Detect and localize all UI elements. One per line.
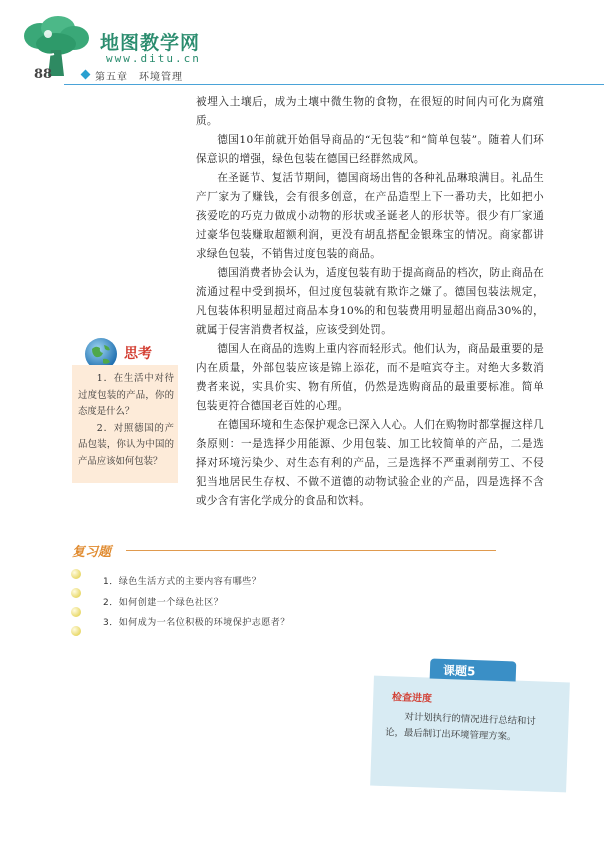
bullet-icon	[71, 626, 81, 636]
paragraph: 德国10年前就开始倡导商品的“无包装”和“简单包装”。随着人们环保意识的增强，绿色包装在德国已经群然成风。	[196, 134, 544, 165]
chapter-heading: 第五章 环境管理	[95, 72, 183, 83]
review-question: 3．如何成为一名位积极的环境保护志愿者？	[103, 618, 290, 628]
page-number: 88	[34, 67, 53, 82]
header-divider	[64, 84, 604, 85]
paragraph: 在德国环境和生态保护观念已深入人心。人们在购物时都掌握这样几条原则：一是选择少用能源、少用包装、加工比较简单的产品，二是选择对环境污染少、对生态有利的产品，三是选择不严重剥削劳工、不侵犯当地居民生存权、不做不道德的动物试验企业的产品，四是选择不含或少含有害化学成分的食品和饮料。	[196, 419, 544, 507]
bullet-icon	[71, 569, 81, 579]
task-card-tab-label: 课题5	[442, 663, 476, 679]
think-question: 1．在生活中对待过度包装的产品，你的态度是什么？	[78, 373, 174, 417]
tree-logo-icon	[18, 14, 96, 78]
task-card-text	[385, 709, 546, 747]
review-question: 1．绿色生活方式的主要内容有哪些？	[103, 577, 262, 587]
paragraph: 被埋入土壤后，成为土壤中微生物的食物，在很短的时间内可化为腐殖质。	[196, 96, 544, 127]
bullet-icon	[71, 607, 81, 617]
site-title: 地图教学网	[100, 32, 201, 54]
think-question: 2．对照德国的产品包装，你认为中国的产品应该如何包装？	[78, 422, 174, 467]
paragraph: 德国人在商品的选购上重内容而轻形式。他们认为，商品最重要的是内在质量，外部包装应该是锦上添花，而不是喧宾夺主。对绝大多数消费者来说，实具价实、物有所值，仍然是选购商品的最重要标准。简单包装更符合德国老百姓的心理。	[196, 343, 544, 412]
paragraph: 德国消费者协会认为，适度包装有助于提高商品的档次，防止商品在流通过程中受到损坏，但过度包装就有欺诈之嫌了。德国包装法规定，凡包装体积明显超过商品本身10%的和包装费用明显超出商品30%的，就属于侵害消费者权益，应该受到处罚。	[196, 267, 544, 336]
site-url[interactable]: www.ditu.cn	[106, 52, 201, 65]
review-question: 2．如何创建一个绿色社区？	[103, 598, 224, 608]
bullet-icon	[71, 588, 81, 598]
task-card-paragraph: 对计划执行的情况进行总结和讨论，最后制订出环境管理方案。	[384, 711, 536, 743]
paragraph: 在圣诞节、复活节期间，德国商场出售的各种礼品琳琅满目。礼品生产厂家为了赚钱，会有很多创意，在产品造型上下一番功夫，比如把小孩爱吃的巧克力做成小动物的形状或圣诞老人的形状等。很少有厂家通过豪华包装赚取超额利润，更没有胡乱搭配金银珠宝的情况。商家都讲求绿色包装，不销售过度包装的商品。	[196, 172, 544, 260]
think-label: 思考	[124, 346, 152, 362]
review-title: 复习题	[72, 545, 112, 560]
think-questions	[78, 371, 174, 470]
body-text	[196, 93, 544, 511]
review-divider	[126, 550, 496, 551]
check-progress-label: 检查进度	[391, 692, 433, 705]
